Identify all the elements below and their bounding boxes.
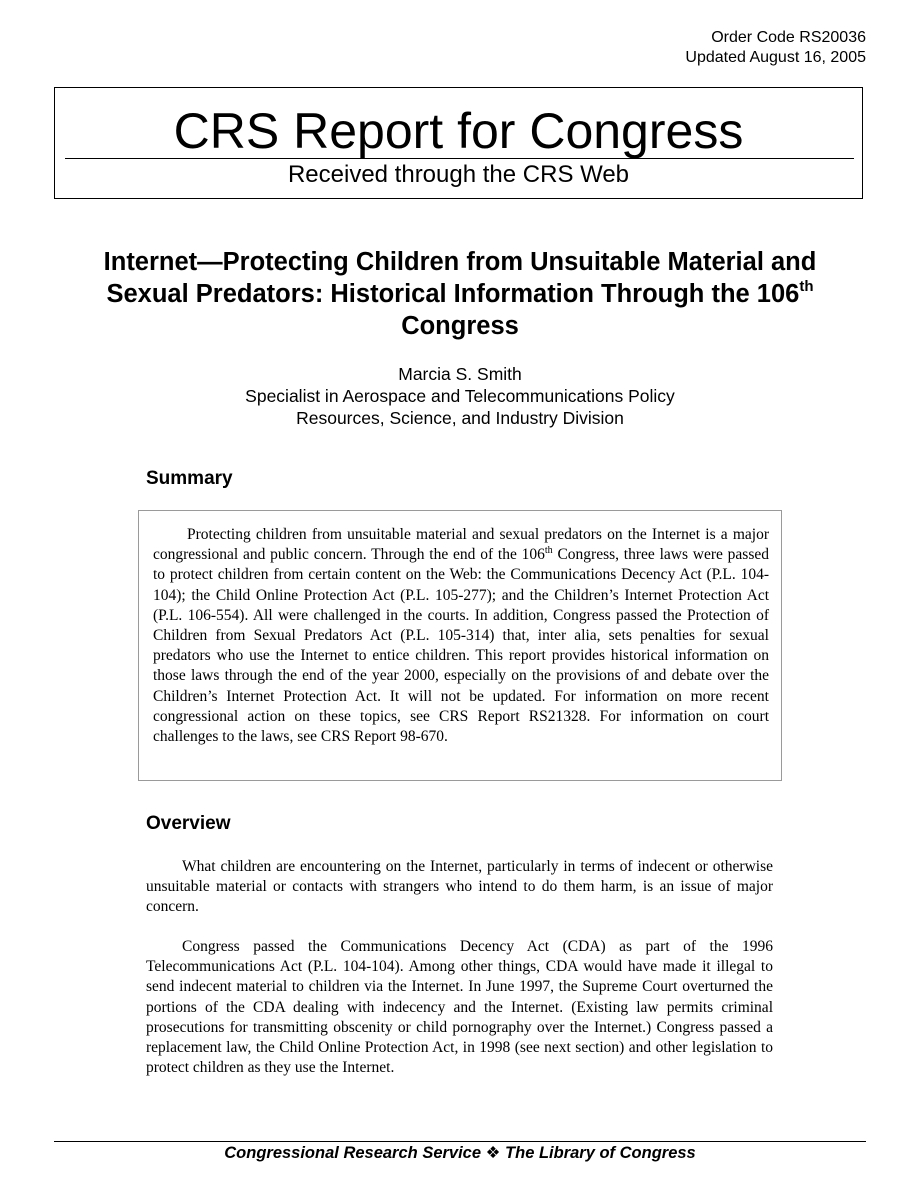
overview-paragraph: What children are encountering on the Internet, particularly in terms of indecent or otherwise unsuitable material or contacts with strangers who intend to do them harm, is an issue of major concern. (146, 858, 773, 916)
summary-heading: Summary (146, 468, 233, 489)
footer-divider (54, 1141, 866, 1142)
overview-paragraph: Congress passed the Communications Decency Act (CDA) as part of the 1996 Telecommunications Act (P.L. 104-104). Among other things, CDA would have made it illegal to send indecent material to children via the Internet. In June 1997, the Supreme Court overturned the portions of the CDA dealing with indecency and the Internet. (Existing law permits criminal prosecutions for transmitting obscenity or child pornography over the Internet.) Congress passed a replacement law, the Child Online Protection Act, in 1998 (see next section) and other legislation to protect children as they use the Internet. (146, 938, 773, 1077)
updated-date: Updated August 16, 2005 (685, 49, 866, 66)
report-title-end: Congress (401, 312, 519, 340)
footer-separator-icon: ❖ (485, 1144, 501, 1162)
banner-subtitle: Received through the CRS Web (287, 161, 630, 188)
author-division: Resources, Science, and Industry Division (296, 408, 624, 428)
banner-divider (65, 158, 854, 159)
footer-left: Congressional Research Service (224, 1144, 482, 1162)
author-block (100, 363, 820, 429)
footer (0, 1143, 920, 1163)
overview-heading: Overview (146, 813, 231, 834)
summary-text (153, 525, 769, 747)
report-title-superscript: th (799, 277, 814, 295)
author-name: Marcia S. Smith (398, 364, 522, 384)
crs-banner (54, 87, 863, 199)
author-title: Specialist in Aerospace and Telecommunications Policy (245, 386, 675, 406)
order-info (685, 28, 866, 68)
banner-title: CRS Report for Congress (173, 103, 744, 159)
summary-superscript: th (544, 545, 553, 557)
summary-text-part2: Congress, three laws were passed to protect children from certain content on the Web: the Communications Decency Act (P.L. 104-104); the Child Online Protection Act (P.L. 105-277); and the Children’s Internet Protection Act (P.L. 106-554). All were challenged in the courts. In addition, Congress passed the Protection of Children from Sexual Predators Act (P.L. 105-314) that, inter alia, sets penalties for sexual predators who use the Internet to entice children. This report provides historical information on those laws through the end of the year 2000, especially on the provisions of and debate over the Children’s Internet Protection Act. It will not be updated. For information on more recent congressional action on these topics, see CRS Report RS21328. For information on court challenges to the laws, see CRS Report 98-670. (153, 546, 769, 746)
report-title-main: Internet—Protecting Children from Unsuitable Material and Sexual Predators: Historical Information Through the 106 (103, 248, 817, 308)
order-code: Order Code RS20036 (711, 29, 866, 46)
footer-right: The Library of Congress (505, 1144, 696, 1162)
summary-text-part1: Protecting children from unsuitable material and sexual predators on the Internet is a major congressional and public concern. Through the end of the 106 (153, 526, 769, 564)
report-title (100, 246, 820, 342)
summary-box (138, 510, 782, 781)
